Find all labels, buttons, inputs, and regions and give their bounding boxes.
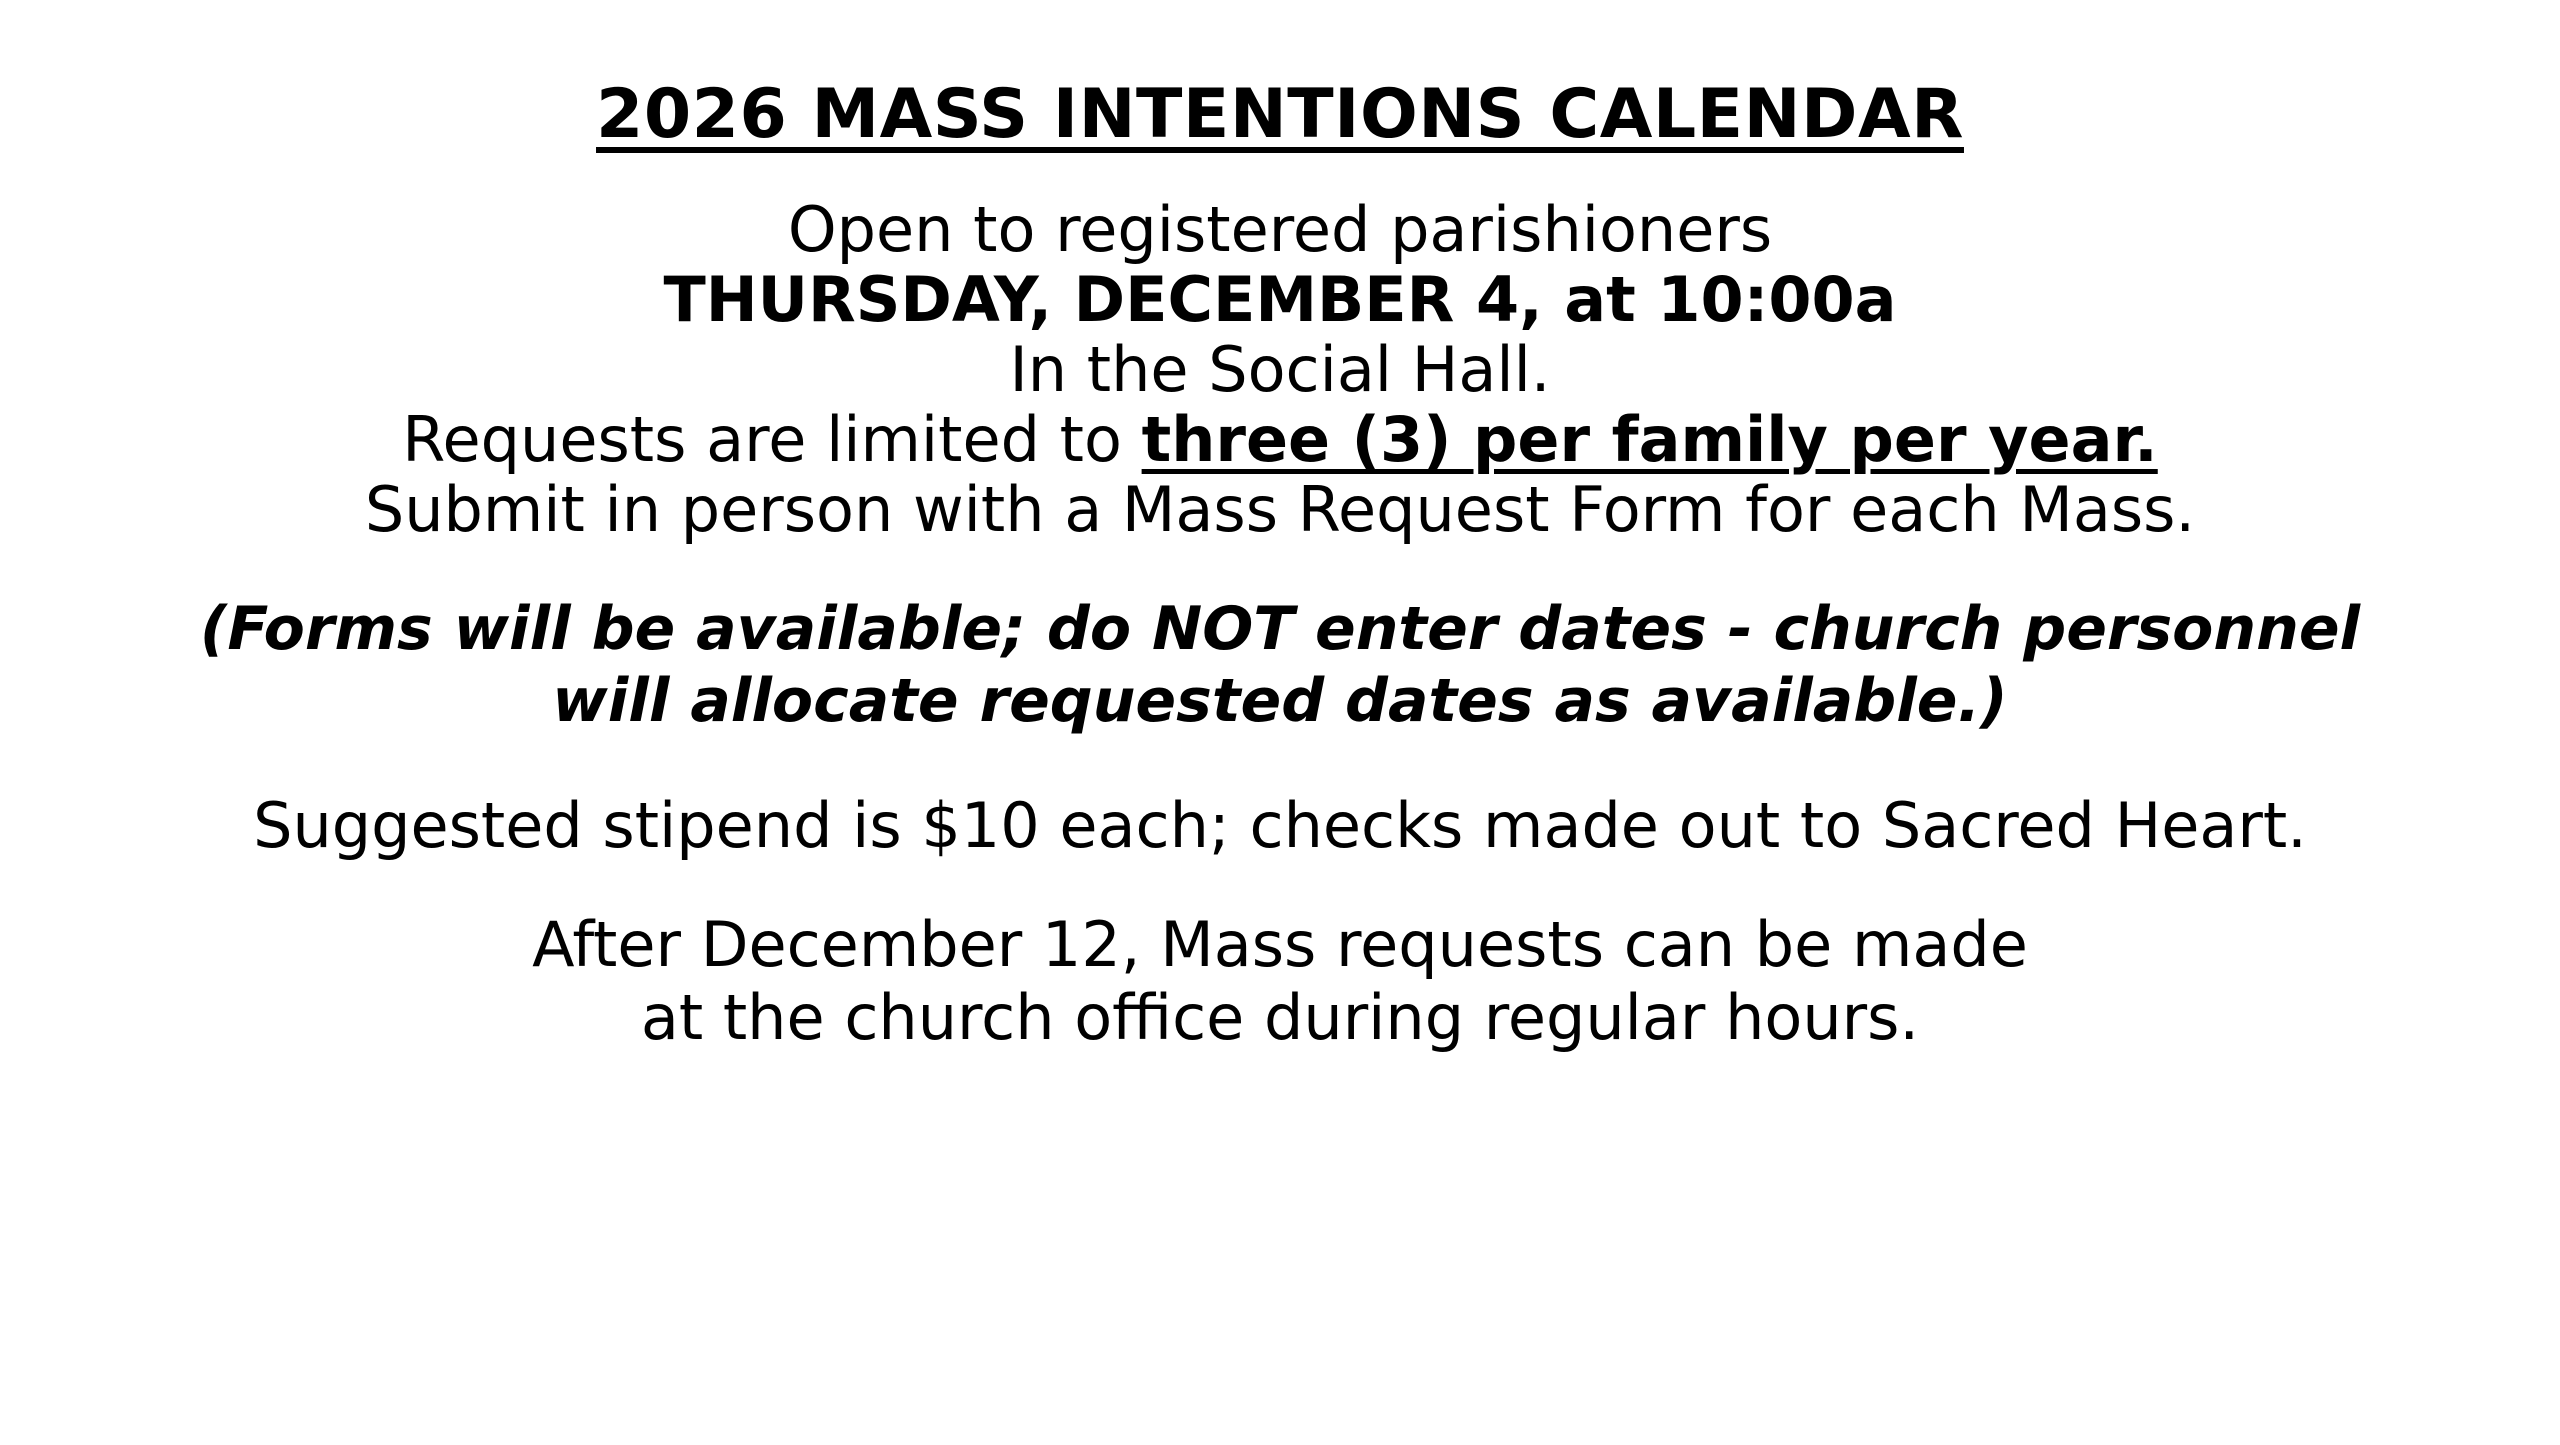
intro-limit-prefix: Requests are limited to [402, 402, 1142, 476]
intro-line-datetime: THURSDAY, DECEMBER 4, at 10:00a [663, 262, 1897, 336]
after-date-line-2: at the church office during regular hours. [640, 981, 1920, 1055]
intro-block [364, 192, 2196, 546]
after-date-line-1: After December 12, Mass requests can be made [532, 908, 2028, 982]
stipend-line: Suggested stipend is $10 each; checks made out to Sacred Heart. [253, 789, 2307, 863]
forms-note-block [200, 593, 2360, 737]
intro-line-limit [365, 402, 2195, 476]
stipend-paragraph [253, 789, 2307, 862]
after-date-paragraph [532, 908, 2028, 1054]
forms-note-line-1: (Forms will be available; do NOT enter dates - church personnel [199, 594, 2361, 665]
intro-limit-emphasis: three (3) per family per year. [1141, 402, 2158, 476]
intro-line-location: In the Social Hall. [1009, 332, 1551, 406]
forms-note-line-2: will allocate requested dates as available.) [552, 666, 2008, 737]
page-title: 2026 MASS INTENTIONS CALENDAR [596, 75, 1964, 154]
intro-line-submit: Submit in person with a Mass Request Form for each Mass. [364, 472, 2196, 546]
intro-line-open-to: Open to registered parishioners [787, 192, 1773, 266]
